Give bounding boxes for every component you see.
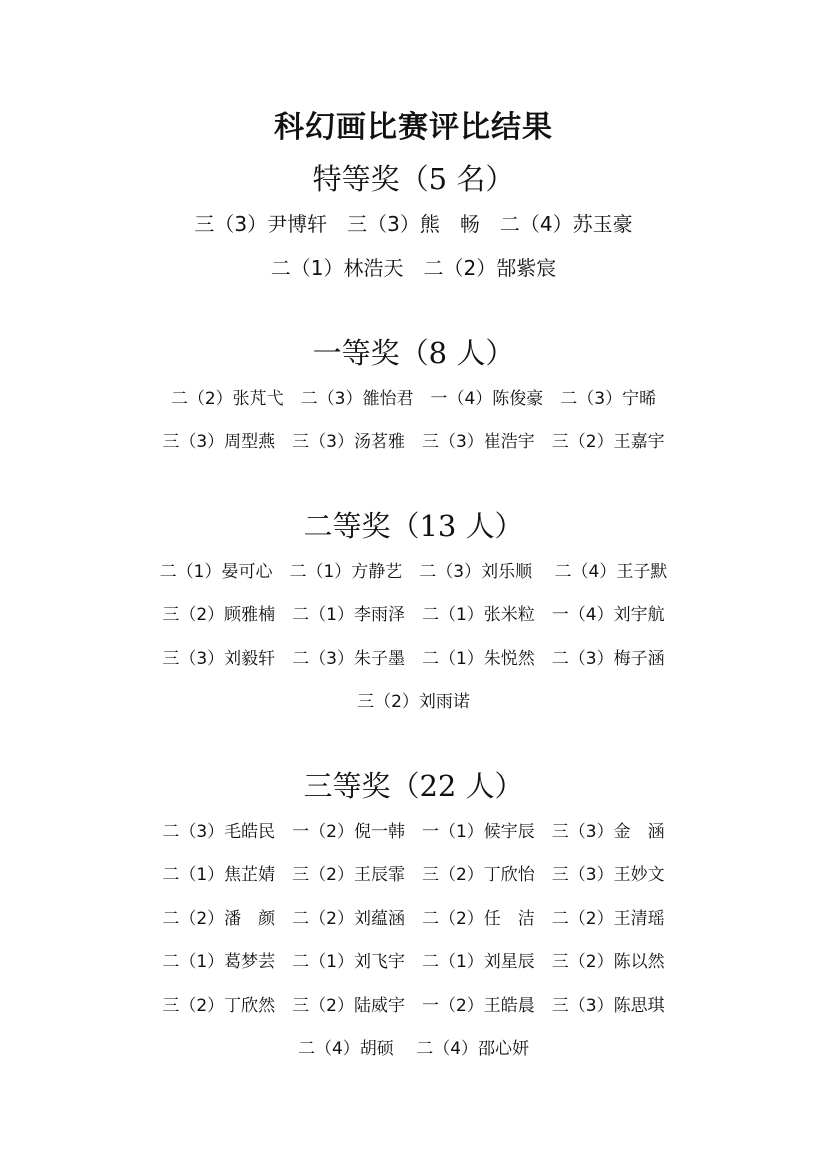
winner-line: 二（2）潘 颜 二（2）刘蕴涵 二（2）任 洁 二（2）王清瑶	[162, 909, 665, 929]
winner-line: 三（3）刘毅轩 二（3）朱子墨 二（1）朱悦然 二（3）梅子涵	[162, 649, 665, 669]
award-heading-second: 二等奖（13 人）	[303, 509, 524, 543]
winner-line: 三（2）刘雨诺	[357, 692, 470, 712]
winner-line: 三（2）顾雅楠 二（1）李雨泽 二（1）张米粒 一（4）刘宇航	[162, 605, 665, 625]
award-heading-first: 一等奖（8 人）	[312, 336, 515, 370]
winner-line: 三（2）丁欣然 三（2）陆威宇 一（2）王皓晨 三（3）陈思琪	[162, 996, 665, 1016]
winner-line: 二（4）胡硕 二（4）邵心妍	[297, 1039, 530, 1059]
award-heading-special: 特等奖（5 名）	[312, 162, 515, 196]
winner-line: 二（2）张芃弋 二（3）雒怡君 一（4）陈俊豪 二（3）宁晞	[170, 389, 657, 409]
page-title: 科幻画比赛评比结果	[274, 110, 553, 145]
winner-line: 二（3）毛皓民 一（2）倪一韩 一（1）候宇辰 三（3）金 涵	[162, 822, 665, 842]
winner-line: 三（3）周型燕 三（3）汤茗雅 三（3）崔浩宇 三（2）王嘉宇	[162, 432, 665, 452]
winner-line: 二（1）焦芷婧 三（2）王辰霏 三（2）丁欣怡 三（3）王妙文	[162, 865, 665, 885]
winner-line: 二（1）晏可心 二（1）方静艺 二（3）刘乐顺 二（4）王子默	[159, 562, 668, 582]
winner-line: 三（3）尹博轩 三（3）熊 畅 二（4）苏玉豪	[194, 212, 633, 236]
award-heading-third: 三等奖（22 人）	[303, 769, 524, 803]
winner-line: 二（1）葛梦芸 二（1）刘飞宇 二（1）刘星辰 三（2）陈以然	[162, 952, 665, 972]
winner-line: 二（1）林浩天 二（2）郜紫宸	[270, 256, 557, 280]
